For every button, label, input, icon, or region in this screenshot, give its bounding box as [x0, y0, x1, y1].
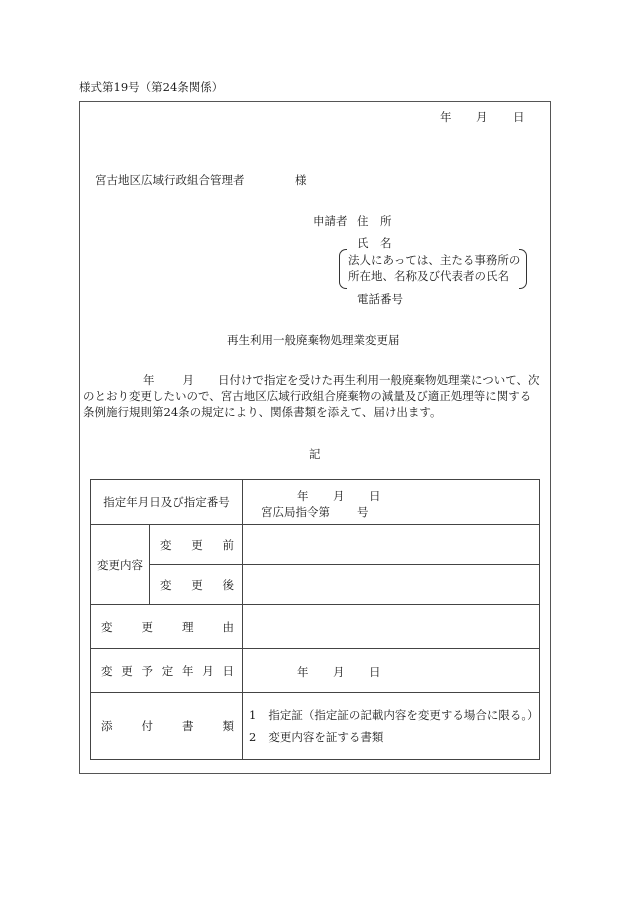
corporate-note-line2: 所在地、名称及び代表者の氏名	[348, 269, 509, 283]
applicant-address-label: 住 所	[357, 214, 392, 228]
before-row	[91, 525, 540, 565]
designation-month: 月	[333, 489, 345, 503]
ki-heading: 記	[309, 447, 321, 461]
list-item: 1 指定証（指定証の記載内容を変更する場合に限る。）	[249, 708, 539, 722]
corporate-note	[339, 249, 527, 289]
right-bracket	[519, 249, 527, 289]
before-label: 変 更 前	[150, 525, 243, 565]
body-line2: のとおり変更したいので、宮古地区広域行政組合廃棄物の減量及び適正処理等に関する	[83, 389, 532, 403]
form-number: 様式第19号（第24条関係）	[79, 80, 224, 94]
body-line3: 条例施行規則第24条の規定により、関係書類を添えて、届け出ます。	[83, 405, 442, 419]
list-item: 2 変更内容を証する書類	[249, 730, 384, 744]
designation-day: 日	[369, 489, 381, 503]
designation-number-suffix: 号	[357, 505, 369, 519]
designation-value[interactable]	[243, 480, 540, 525]
date-year: 年	[440, 110, 452, 124]
designation-number-prefix: 宮広局指令第	[261, 505, 330, 519]
left-bracket	[339, 249, 347, 289]
reason-value[interactable]	[243, 605, 540, 649]
scheduled-month: 月	[333, 665, 345, 679]
attachments-row	[91, 693, 540, 760]
change-content-label: 変更内容	[91, 525, 150, 605]
addressee-name: 宮古地区広域行政組合管理者	[95, 173, 245, 187]
body-line1: 日付けで指定を受けた再生利用一般廃棄物処理業について、次	[218, 373, 540, 387]
designation-label: 指定年月日及び指定番号	[91, 480, 243, 525]
scheduled-label: 変 更 予 定 年 月 日	[91, 649, 243, 693]
body-year: 年	[143, 373, 155, 387]
after-value[interactable]	[243, 565, 540, 605]
designation-year: 年	[297, 489, 309, 503]
body-text	[83, 372, 547, 420]
scheduled-year: 年	[297, 665, 309, 679]
body-month: 月	[182, 373, 194, 387]
scheduled-value[interactable]	[243, 649, 540, 693]
document-title: 再生利用一般廃棄物処理業変更届	[227, 333, 400, 347]
applicant-name-label: 氏 名	[357, 236, 392, 250]
reason-row	[91, 605, 540, 649]
change-table	[90, 479, 540, 760]
designation-row	[91, 480, 540, 525]
corporate-note-line1: 法人にあっては、主たる事務所の	[348, 253, 521, 267]
applicant-phone-label: 電話番号	[357, 292, 403, 306]
scheduled-row	[91, 649, 540, 693]
scheduled-day: 日	[369, 665, 381, 679]
after-label: 変 更 後	[150, 565, 243, 605]
after-row	[91, 565, 540, 605]
before-value[interactable]	[243, 525, 540, 565]
addressee-honorific: 様	[295, 173, 307, 187]
applicant-label: 申請者	[313, 214, 348, 228]
reason-label: 変 更 理 由	[91, 605, 243, 649]
attachments-label: 添 付 書 類	[91, 693, 243, 760]
date-month: 月	[476, 110, 488, 124]
date-day: 日	[513, 110, 525, 124]
attachments-list	[243, 693, 540, 760]
